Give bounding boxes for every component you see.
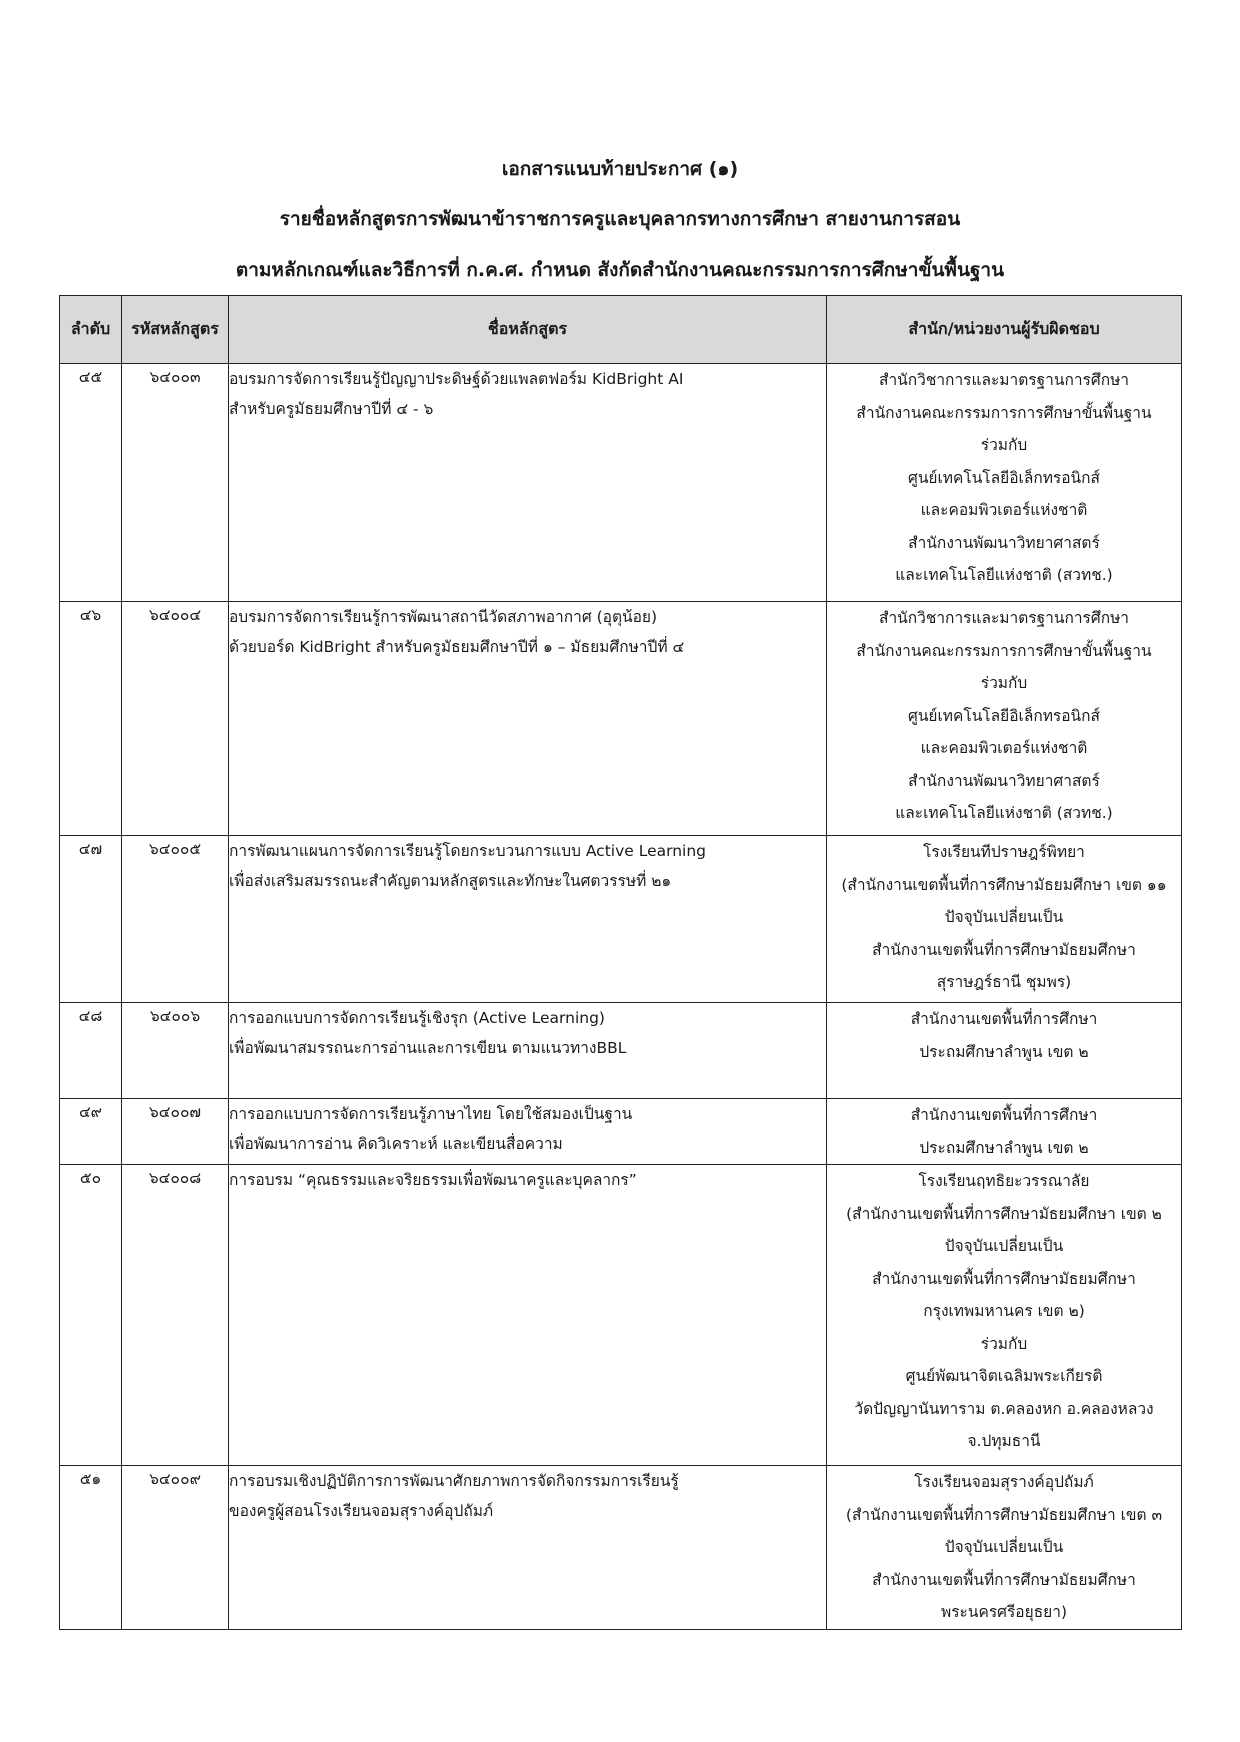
agency-line: (สำนักงานเขตพื้นที่การศึกษามัธยมศึกษา เขต ๑๑ [841,875,1167,894]
document-title: เอกสารแนบท้ายประกาศ (๑) [501,158,739,180]
document-subtitle-2: ตามหลักเกณฑ์และวิธีการที่ ก.ค.ศ. กำหนด สังกัดสำนักงานคณะกรรมการการศึกษาขั้นพื้นฐาน [235,259,1005,281]
course-name-line: สำหรับครูมัธยมศึกษาปีที่ ๔ - ๖ [229,400,434,418]
agency-line: (สำนักงานเขตพื้นที่การศึกษามัธยมศึกษา เขต ๒ [846,1204,1162,1223]
course-table [59,295,1182,1630]
table-row [60,1466,1182,1630]
course-name [229,364,827,602]
agency-line: สุราษฎร์ธานี ชุมพร) [936,973,1072,991]
course-code: ๖๔๐๐๔ [122,602,229,836]
agency-line: พระนครศรีอยุธยา) [940,1603,1067,1621]
agency-line: กรุงเทพมหานคร เขต ๒) [923,1302,1085,1320]
agency-line: วัดปัญญานันทาราม ต.คลองหก อ.คลองหลวง [854,1399,1154,1418]
agency-line: ศูนย์เทคโนโลยีอิเล็กทรอนิกส์ [907,706,1100,725]
agency-line: ประถมศึกษาลำพูน เขต ๒ [919,1138,1089,1157]
agency-line: ร่วมกับ [980,1334,1028,1353]
agency-line: สำนักงานคณะกรรมการการศึกษาขั้นพื้นฐาน [856,641,1152,660]
course-code: ๖๔๐๐๗ [122,1099,229,1165]
agency-line: และเทคโนโลยีแห่งชาติ (สวทช.) [895,566,1113,584]
table-header-row [60,296,1182,364]
row-number: ๔๗ [60,836,122,1003]
row-number: ๕๐ [60,1165,122,1466]
course-code: ๖๔๐๐๘ [122,1165,229,1466]
row-number: ๔๕ [60,364,122,602]
agency-line: สำนักงานพัฒนาวิทยาศาสตร์ [908,533,1100,552]
row-number: ๔๘ [60,1003,122,1099]
course-name-line: การออกแบบการจัดการเรียนรู้เชิงรุก (Active Learning) [229,1009,605,1027]
table-row [60,1099,1182,1165]
table-row [60,1003,1182,1099]
agency-line: ศูนย์พัฒนาจิตเฉลิมพระเกียรติ [905,1367,1103,1385]
course-name-line: การพัฒนาแผนการจัดการเรียนรู้โดยกระบวนการแบบ Active Learning [229,842,707,860]
row-number: ๕๑ [60,1466,122,1630]
column-header-no: ลำดับ [60,296,122,364]
agency-line: (สำนักงานเขตพื้นที่การศึกษามัธยมศึกษา เขต ๓ [845,1505,1163,1524]
course-name-line: เพื่อพัฒนาการอ่าน คิดวิเคราะห์ และเขียนสื่อความ [229,1135,563,1153]
course-name-line: เพื่อพัฒนาสมรรถนะการอ่านและการเขียน ตามแนวทางBBL [229,1039,627,1057]
table-row [60,836,1182,1003]
responsible-agency [827,1003,1182,1099]
responsible-agency [827,1099,1182,1165]
agency-line: สำนักวิชาการและมาตรฐานการศึกษา [878,609,1130,627]
agency-line: และคอมพิวเตอร์แห่งชาติ [920,501,1088,519]
agency-line: สำนักงานพัฒนาวิทยาศาสตร์ [908,771,1100,790]
course-name [229,602,827,836]
agency-line: โรงเรียนทีปราษฎร์พิทยา [923,843,1085,861]
responsible-agency [827,602,1182,836]
course-name-line: ของครูผู้สอนโรงเรียนจอมสุรางค์อุปถัมภ์ [229,1502,494,1520]
row-number: ๔๖ [60,602,122,836]
table-row [60,602,1182,836]
course-name-line: การออกแบบการจัดการเรียนรู้ภาษาไทย โดยใช้สมองเป็นฐาน [229,1105,633,1123]
agency-line: จ.ปทุมธานี [967,1432,1041,1450]
course-name-line: การอบรมเชิงปฏิบัติการการพัฒนาศักยภาพการจัดกิจกรรมการเรียนรู้ [229,1472,679,1490]
document-subtitle: รายชื่อหลักสูตรการพัฒนาข้าราชการครูและบุคลากรทางการศึกษา สายงานการสอน [279,208,961,230]
course-name [229,1165,827,1466]
agency-line: ศูนย์เทคโนโลยีอิเล็กทรอนิกส์ [907,468,1100,487]
course-name-line: การอบรม “คุณธรรมและจริยธรรมเพื่อพัฒนาครูและบุคลากร” [229,1171,637,1189]
course-name [229,1466,827,1630]
table-row [60,364,1182,602]
agency-line: สำนักงานเขตพื้นที่การศึกษา [910,1106,1098,1124]
row-number: ๔๙ [60,1099,122,1165]
agency-line: ประถมศึกษาลำพูน เขต ๒ [919,1042,1089,1061]
course-code: ๖๔๐๐๖ [122,1003,229,1099]
agency-line: โรงเรียนจอมสุรางค์อุปถัมภ์ [914,1473,1094,1491]
column-header-agency: สำนัก/หน่วยงานผู้รับผิดชอบ [827,296,1182,364]
course-name-line: อบรมการจัดการเรียนรู้ปัญญาประดิษฐ์ด้วยแพลตฟอร์ม KidBright AI [229,370,684,388]
course-name [229,1099,827,1165]
agency-line: สำนักงานเขตพื้นที่การศึกษามัธยมศึกษา [872,940,1136,959]
responsible-agency [827,836,1182,1003]
course-name-line: อบรมการจัดการเรียนรู้การพัฒนาสถานีวัดสภาพอากาศ (อุตุน้อย) [229,608,658,626]
course-name-line: เพื่อส่งเสริมสมรรถนะสำคัญตามหลักสูตรและทักษะในศตวรรษที่ ๒๑ [229,872,672,890]
agency-line: ปัจจุบันเปลี่ยนเป็น [944,908,1064,926]
course-name-line: ด้วยบอร์ด KidBright สำหรับครูมัธยมศึกษาปีที่ ๑ – มัธยมศึกษาปีที่ ๔ [229,638,685,656]
table-row [60,1165,1182,1466]
agency-line: สำนักงานเขตพื้นที่การศึกษา [910,1010,1098,1028]
agency-line: และเทคโนโลยีแห่งชาติ (สวทช.) [895,804,1113,822]
course-code: ๖๔๐๐๓ [122,364,229,602]
course-code: ๖๔๐๐๕ [122,836,229,1003]
agency-line: สำนักวิชาการและมาตรฐานการศึกษา [878,371,1130,389]
responsible-agency [827,364,1182,602]
column-header-code: รหัสหลักสูตร [122,296,229,364]
agency-line: ร่วมกับ [980,674,1028,692]
agency-line: สำนักงานเขตพื้นที่การศึกษามัธยมศึกษา [872,1269,1136,1288]
responsible-agency [827,1165,1182,1466]
course-name [229,836,827,1003]
agency-line: โรงเรียนฤทธิยะวรรณาลัย [918,1172,1090,1190]
agency-line: และคอมพิวเตอร์แห่งชาติ [920,739,1088,757]
agency-line: ร่วมกับ [980,436,1028,454]
column-header-name: ชื่อหลักสูตร [229,296,827,364]
agency-line: ปัจจุบันเปลี่ยนเป็น [944,1538,1064,1556]
agency-line: ปัจจุบันเปลี่ยนเป็น [944,1237,1064,1255]
agency-line: สำนักงานเขตพื้นที่การศึกษามัธยมศึกษา [872,1570,1136,1589]
agency-line: สำนักงานคณะกรรมการการศึกษาขั้นพื้นฐาน [856,403,1152,422]
responsible-agency [827,1466,1182,1630]
course-name [229,1003,827,1099]
course-code: ๖๔๐๐๙ [122,1466,229,1630]
